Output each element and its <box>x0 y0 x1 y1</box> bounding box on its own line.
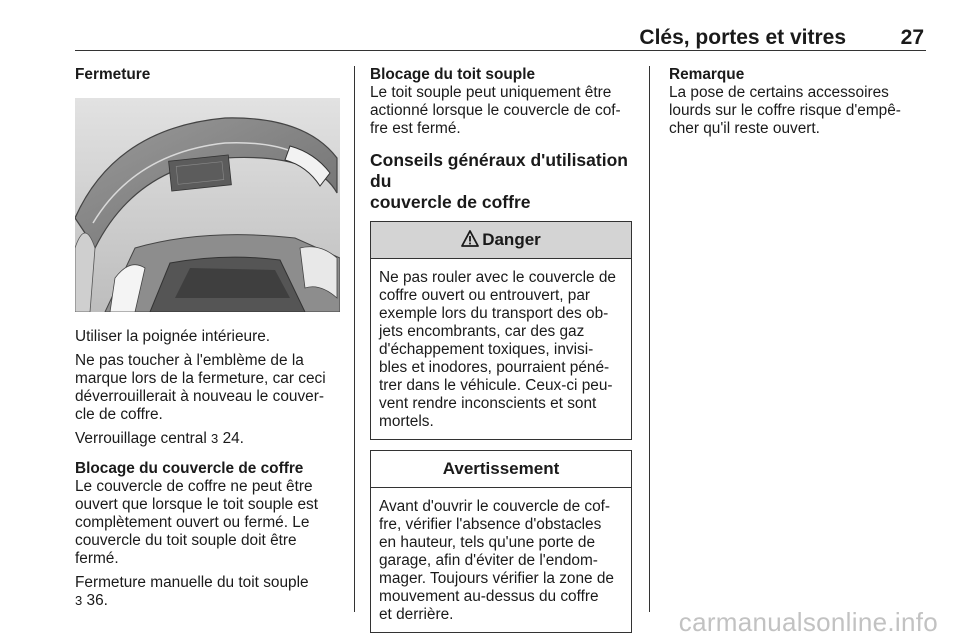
heading-remarque: Remarque <box>669 66 745 83</box>
column-divider <box>354 66 355 612</box>
warning-text: Avant d'ouvrir le couvercle de cof- fre, vérifier l'absence d'obstacles en hauteur, tels qu'une porte de garage, afin d'éviter de l'endom- mager. Toujours vérifier la zone de mouvement au-dessus du coffre et derrière. <box>379 498 614 623</box>
danger-title: Danger <box>482 230 541 249</box>
danger-header <box>371 222 631 259</box>
column-left <box>75 66 340 616</box>
column-right <box>669 66 931 144</box>
heading-blocage-coffre: Blocage du couvercle de coffre <box>75 460 304 477</box>
paragraph: Utiliser la poignée intérieure. <box>75 328 271 345</box>
watermark: carmanualsonline.info <box>678 607 938 637</box>
page-header <box>75 22 926 51</box>
danger-text: Ne pas rouler avec le couvercle de coffre ouvert ou entrouvert, par exemple lors du transport des ob- jets encombrants, car des gaz d'échappement toxiques, invisi- bles et inodores, pourraient péné- trer dans le véhicule. Ceux-ci peu- vent rendre inconscients et sont mortels. <box>379 269 616 430</box>
warning-header: Avertissement <box>371 451 631 488</box>
heading-conseils: Conseils généraux d'utilisation du couvercle de coffre <box>370 150 628 212</box>
heading-blocage-toit: Blocage du toit souple <box>370 66 536 83</box>
reference-arrow-icon: 3 <box>75 593 83 608</box>
reference-arrow-icon: 3 <box>211 431 219 446</box>
cross-reference: Verrouillage central 3 24. <box>75 430 244 447</box>
danger-box <box>370 221 632 440</box>
page-number: 27 <box>900 26 924 49</box>
trunk-lid-photo <box>75 98 340 312</box>
heading-fermeture: Fermeture <box>75 66 151 83</box>
paragraph: Le toit souple peut uniquement être actionné lorsque le couvercle de cof- fre est fermé. <box>370 84 621 137</box>
cross-reference: Fermeture manuelle du toit souple 3 36. <box>75 574 309 609</box>
section-title: Clés, portes et vitres <box>639 26 846 49</box>
note-paragraph: La pose de certains accessoires lourds sur le coffre risque d'empê- cher qu'il reste ouvert. <box>669 84 901 137</box>
column-middle <box>370 66 632 633</box>
paragraph: Le couvercle de coffre ne peut être ouvert que lorsque le toit souple est complètement ouvert ou fermé. Le couvercle du toit souple doit être fermé. <box>75 478 318 567</box>
warning-triangle-icon <box>461 230 479 247</box>
warning-box <box>370 450 632 633</box>
column-divider <box>649 66 650 612</box>
paragraph: Ne pas toucher à l'emblème de la marque lors de la fermeture, car ceci déverrouillerait à nouveau le couver- cle de coffre. <box>75 352 326 423</box>
